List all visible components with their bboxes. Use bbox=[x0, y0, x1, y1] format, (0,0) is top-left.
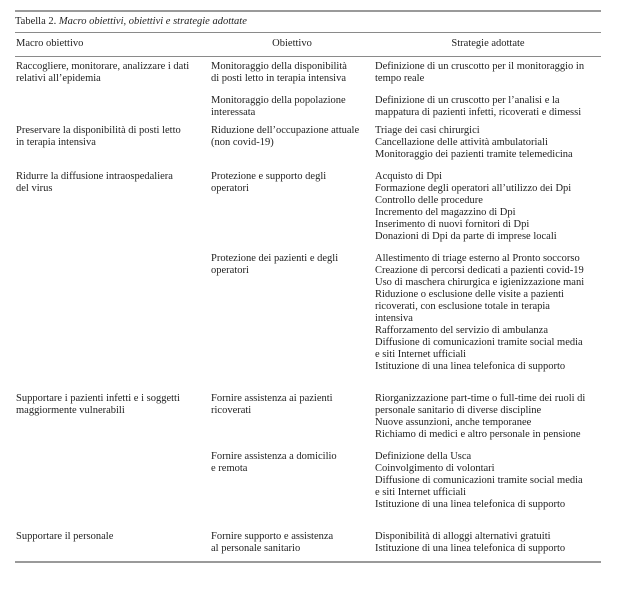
cell-line: Istituzione di una linea telefonica di supporto bbox=[375, 499, 566, 510]
caption-label: Tabella 2. bbox=[15, 16, 57, 27]
cell-line: Controllo delle procedure bbox=[375, 195, 483, 206]
cell-line: Preservare la disponibilità di posti letto bbox=[16, 125, 181, 136]
cell-strategie bbox=[375, 57, 601, 85]
cell-macro bbox=[15, 57, 209, 85]
cell-strategie bbox=[375, 511, 601, 555]
cell-line: tempo reale bbox=[375, 73, 425, 84]
header-strategie: Strategie adottate bbox=[451, 38, 525, 49]
cell-line: ricoverati, con esclusione totale in terapia bbox=[375, 301, 550, 312]
cell-obiettivo bbox=[209, 441, 375, 511]
cell-line: Nuove assunzioni, anche temporanee bbox=[375, 417, 532, 428]
cell-line: Triage dei casi chirurgici bbox=[375, 125, 480, 136]
cell-obiettivo bbox=[209, 161, 375, 243]
cell-line: Supportare i pazienti infetti e i soggetti bbox=[16, 393, 180, 404]
cell-strategie bbox=[375, 441, 601, 511]
cell-line: e siti Internet ufficiali bbox=[375, 487, 467, 498]
cell-line: Protezione dei pazienti e degli bbox=[211, 253, 339, 264]
cell-line: Monitoraggio dei pazienti tramite telemedicina bbox=[375, 149, 573, 160]
table-body bbox=[15, 57, 601, 555]
cell-line: Diffusione di comunicazioni tramite social media bbox=[375, 475, 583, 486]
cell-line: Incremento del magazzino di Dpi bbox=[375, 207, 516, 218]
cell-line: maggiormente vulnerabili bbox=[16, 405, 125, 416]
cell-line: Rafforzamento del servizio di ambulanza bbox=[375, 325, 548, 336]
cell-macro bbox=[15, 511, 209, 555]
cell-line: operatori bbox=[211, 183, 249, 194]
cell-line: di posti letto in terapia intensiva bbox=[211, 73, 347, 84]
header-row bbox=[15, 33, 601, 56]
cell-line: interessata bbox=[211, 107, 256, 118]
cell-line: Definizione di un cruscotto per il monitoraggio in bbox=[375, 61, 585, 72]
cell-line: Richiamo di medici e altro personale in pensione bbox=[375, 429, 581, 440]
cell-line: Disponibilità di alloggi alternativi gratuiti bbox=[375, 531, 551, 542]
table-row bbox=[15, 57, 601, 85]
cell-line: Definizione di un cruscotto per l’analisi e la bbox=[375, 95, 560, 106]
cell-line: Definizione della Usca bbox=[375, 451, 472, 462]
bottom-rule bbox=[15, 561, 601, 563]
cell-line: Supportare il personale bbox=[16, 531, 114, 542]
cell-line: Monitoraggio della popolazione bbox=[211, 95, 346, 106]
cell-line: Cancellazione delle attività ambulatoriali bbox=[375, 137, 548, 148]
table-caption bbox=[15, 12, 601, 32]
cell-line: e siti Internet ufficiali bbox=[375, 349, 467, 360]
cell-macro bbox=[15, 85, 209, 119]
cell-line: Fornire assistenza a domicilio bbox=[211, 451, 337, 462]
cell-obiettivo bbox=[209, 243, 375, 373]
cell-line: Ridurre la diffusione intraospedaliera bbox=[16, 171, 173, 182]
cell-obiettivo bbox=[209, 373, 375, 441]
cell-macro bbox=[15, 119, 209, 161]
cell-line: Uso di maschera chirurgica e igienizzazione mani bbox=[375, 277, 585, 288]
cell-line: in terapia intensiva bbox=[16, 137, 96, 148]
cell-line: personale sanitario di diverse discipline bbox=[375, 405, 542, 416]
cell-line: Monitoraggio della disponibilità bbox=[211, 61, 347, 72]
cell-line: relativi all’epidemia bbox=[16, 73, 101, 84]
cell-strategie bbox=[375, 243, 601, 373]
cell-macro bbox=[15, 441, 209, 511]
cell-macro bbox=[15, 161, 209, 243]
cell-line: Allestimento di triage esterno al Pronto soccorso bbox=[375, 253, 580, 264]
cell-line: Riduzione o esclusione delle visite a pazienti bbox=[375, 289, 564, 300]
cell-line: Formazione degli operatori all’utilizzo dei Dpi bbox=[375, 183, 572, 194]
cell-line: Donazioni di Dpi da parte di imprese locali bbox=[375, 231, 557, 242]
table-row bbox=[15, 243, 601, 373]
cell-line: Diffusione di comunicazioni tramite social media bbox=[375, 337, 583, 348]
cell-line: Creazione di percorsi dedicati a pazienti covid-19 bbox=[375, 265, 584, 276]
cell-line: al personale sanitario bbox=[211, 543, 301, 554]
cell-obiettivo bbox=[209, 85, 375, 119]
cell-line: Raccogliere, monitorare, analizzare i dati bbox=[16, 61, 190, 72]
table-row bbox=[15, 161, 601, 243]
caption-title: Macro obiettivi, obiettivi e strategie adottate bbox=[58, 16, 247, 27]
strategy-table bbox=[15, 33, 601, 555]
cell-obiettivo bbox=[209, 119, 375, 161]
cell-line: operatori bbox=[211, 265, 249, 276]
table-row bbox=[15, 119, 601, 161]
cell-line: Riduzione dell’occupazione attuale bbox=[211, 125, 360, 136]
cell-line: Acquisto di Dpi bbox=[375, 171, 443, 182]
cell-strategie bbox=[375, 161, 601, 243]
cell-macro bbox=[15, 243, 209, 373]
header-macro: Macro obiettivo bbox=[16, 38, 84, 49]
cell-obiettivo bbox=[209, 511, 375, 555]
cell-line: Protezione e supporto degli bbox=[211, 171, 327, 182]
cell-line: Coinvolgimento di volontari bbox=[375, 463, 495, 474]
cell-strategie bbox=[375, 373, 601, 441]
cell-line: ricoverati bbox=[211, 405, 252, 416]
cell-strategie bbox=[375, 119, 601, 161]
cell-line: (non covid-19) bbox=[211, 137, 274, 148]
cell-line: mappatura di pazienti infetti, ricoverati e dimessi bbox=[375, 107, 582, 118]
cell-strategie bbox=[375, 85, 601, 119]
cell-line: del virus bbox=[16, 183, 53, 194]
cell-obiettivo bbox=[209, 57, 375, 85]
table-row bbox=[15, 373, 601, 441]
cell-line: Istituzione di una linea telefonica di supporto bbox=[375, 543, 566, 554]
cell-line: Fornire assistenza ai pazienti bbox=[211, 393, 333, 404]
cell-line: Fornire supporto e assistenza bbox=[211, 531, 334, 542]
table-container bbox=[15, 10, 601, 563]
table-row bbox=[15, 85, 601, 119]
cell-line: e remota bbox=[211, 463, 248, 474]
cell-line: Istituzione di una linea telefonica di supporto bbox=[375, 361, 566, 372]
cell-line: intensiva bbox=[375, 313, 413, 324]
cell-line: Riorganizzazione part-time o full-time dei ruoli di bbox=[375, 393, 586, 404]
cell-macro bbox=[15, 373, 209, 441]
cell-line: Inserimento di nuovi fornitori di Dpi bbox=[375, 219, 530, 230]
header-obiettivo: Obiettivo bbox=[272, 38, 312, 49]
table-row bbox=[15, 441, 601, 511]
table-row bbox=[15, 511, 601, 555]
